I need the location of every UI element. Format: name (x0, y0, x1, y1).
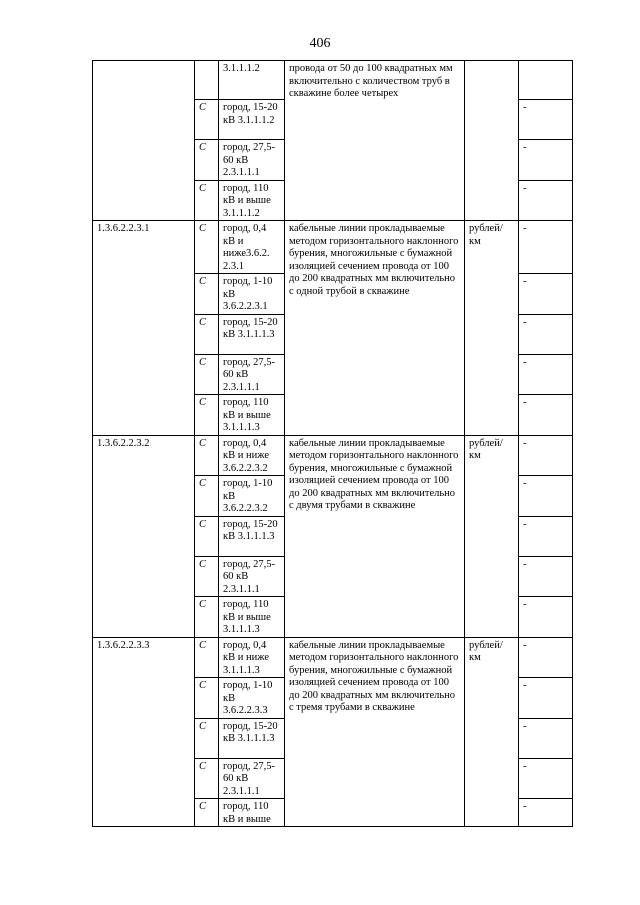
value-cell: - (519, 799, 573, 827)
voltage-level-cell: город, 15-20 кВ 3.1.1.1.3 (219, 516, 285, 556)
category-cell (195, 61, 219, 100)
category-cell: С (195, 556, 219, 597)
code-cell (93, 61, 195, 221)
tariff-table (92, 60, 573, 827)
code-cell: 1.3.6.2.2.3.1 (93, 221, 195, 436)
table-row (93, 221, 573, 274)
category-cell: С (195, 221, 219, 274)
voltage-level-cell: город, 27,5-60 кВ 2.3.1.1.1 (219, 556, 285, 597)
table-row (93, 61, 573, 100)
value-cell: - (519, 476, 573, 517)
unit-cell: рублей/ км (465, 221, 519, 436)
category-cell: С (195, 718, 219, 758)
table-row (93, 637, 573, 678)
description-cell: кабельные линии прокладываемые методом горизонтального наклонного бурения, многожильные с бумажной изоляцией сечением провода от 100 до 200 квадратных мм включительно с тремя трубами в скважине (285, 637, 465, 827)
voltage-level-cell: город, 1-10 кВ 3.6.2.2.3.1 (219, 274, 285, 315)
value-cell: - (519, 718, 573, 758)
value-cell: - (519, 758, 573, 799)
voltage-level-cell: город, 1-10 кВ 3.6.2.2.3.2 (219, 476, 285, 517)
value-cell: - (519, 180, 573, 221)
value-cell: - (519, 100, 573, 140)
value-cell: - (519, 395, 573, 436)
description-cell: кабельные линии прокладываемые методом горизонтального наклонного бурения, многожильные с бумажной изоляцией сечением провода от 100 до 200 квадратных мм включительно с одной трубой в скважине (285, 221, 465, 436)
value-cell: - (519, 597, 573, 638)
voltage-level-cell: город, 110 кВ и выше 3.1.1.1.3 (219, 597, 285, 638)
voltage-level-cell: город, 0,4 кВ и ниже3.6.2. 2.3.1 (219, 221, 285, 274)
value-cell: - (519, 274, 573, 315)
voltage-level-cell: город, 0,4 кВ и ниже 3.6.2.2.3.2 (219, 435, 285, 476)
value-cell: - (519, 678, 573, 719)
voltage-level-cell: 3.1.1.1.2 (219, 61, 285, 100)
value-cell: - (519, 435, 573, 476)
value-cell: - (519, 221, 573, 274)
value-cell: - (519, 637, 573, 678)
category-cell: С (195, 637, 219, 678)
code-cell: 1.3.6.2.2.3.3 (93, 637, 195, 827)
category-cell: С (195, 100, 219, 140)
unit-cell (465, 61, 519, 221)
voltage-level-cell: город, 15-20 кВ 3.1.1.1.3 (219, 718, 285, 758)
value-cell: - (519, 314, 573, 354)
category-cell: С (195, 758, 219, 799)
description-cell: кабельные линии прокладываемые методом горизонтального наклонного бурения, многожильные с бумажной изоляцией сечением провода от 100 до 200 квадратных мм включительно с двумя трубами в скважине (285, 435, 465, 637)
voltage-level-cell: город, 0,4 кВ и ниже 3.1.1.1.3 (219, 637, 285, 678)
value-cell: - (519, 140, 573, 181)
table-row (93, 435, 573, 476)
category-cell: С (195, 435, 219, 476)
category-cell: С (195, 314, 219, 354)
category-cell: С (195, 274, 219, 315)
code-cell: 1.3.6.2.2.3.2 (93, 435, 195, 637)
voltage-level-cell: город, 110 кВ и выше (219, 799, 285, 827)
voltage-level-cell: город, 110 кВ и выше 3.1.1.1.2 (219, 180, 285, 221)
category-cell: С (195, 354, 219, 395)
category-cell: С (195, 799, 219, 827)
voltage-level-cell: город, 27,5-60 кВ 2.3.1.1.1 (219, 140, 285, 181)
voltage-level-cell: город, 27,5-60 кВ 2.3.1.1.1 (219, 758, 285, 799)
unit-cell: рублей/ км (465, 637, 519, 827)
category-cell: С (195, 476, 219, 517)
voltage-level-cell: город, 110 кВ и выше 3.1.1.1.3 (219, 395, 285, 436)
category-cell: С (195, 516, 219, 556)
value-cell: - (519, 516, 573, 556)
voltage-level-cell: город, 15-20 кВ 3.1.1.1.3 (219, 314, 285, 354)
voltage-level-cell: город, 15-20 кВ 3.1.1.1.2 (219, 100, 285, 140)
voltage-level-cell: город, 1-10 кВ 3.6.2.2.3.3 (219, 678, 285, 719)
description-cell: провода от 50 до 100 квадратных мм включительно с количеством труб в скважине более четырех (285, 61, 465, 221)
category-cell: С (195, 180, 219, 221)
voltage-level-cell: город, 27,5-60 кВ 2.3.1.1.1 (219, 354, 285, 395)
category-cell: С (195, 597, 219, 638)
value-cell: - (519, 354, 573, 395)
category-cell: С (195, 395, 219, 436)
unit-cell: рублей/ км (465, 435, 519, 637)
value-cell: - (519, 556, 573, 597)
value-cell (519, 61, 573, 100)
category-cell: С (195, 140, 219, 181)
page-number: 406 (309, 36, 331, 51)
category-cell: С (195, 678, 219, 719)
